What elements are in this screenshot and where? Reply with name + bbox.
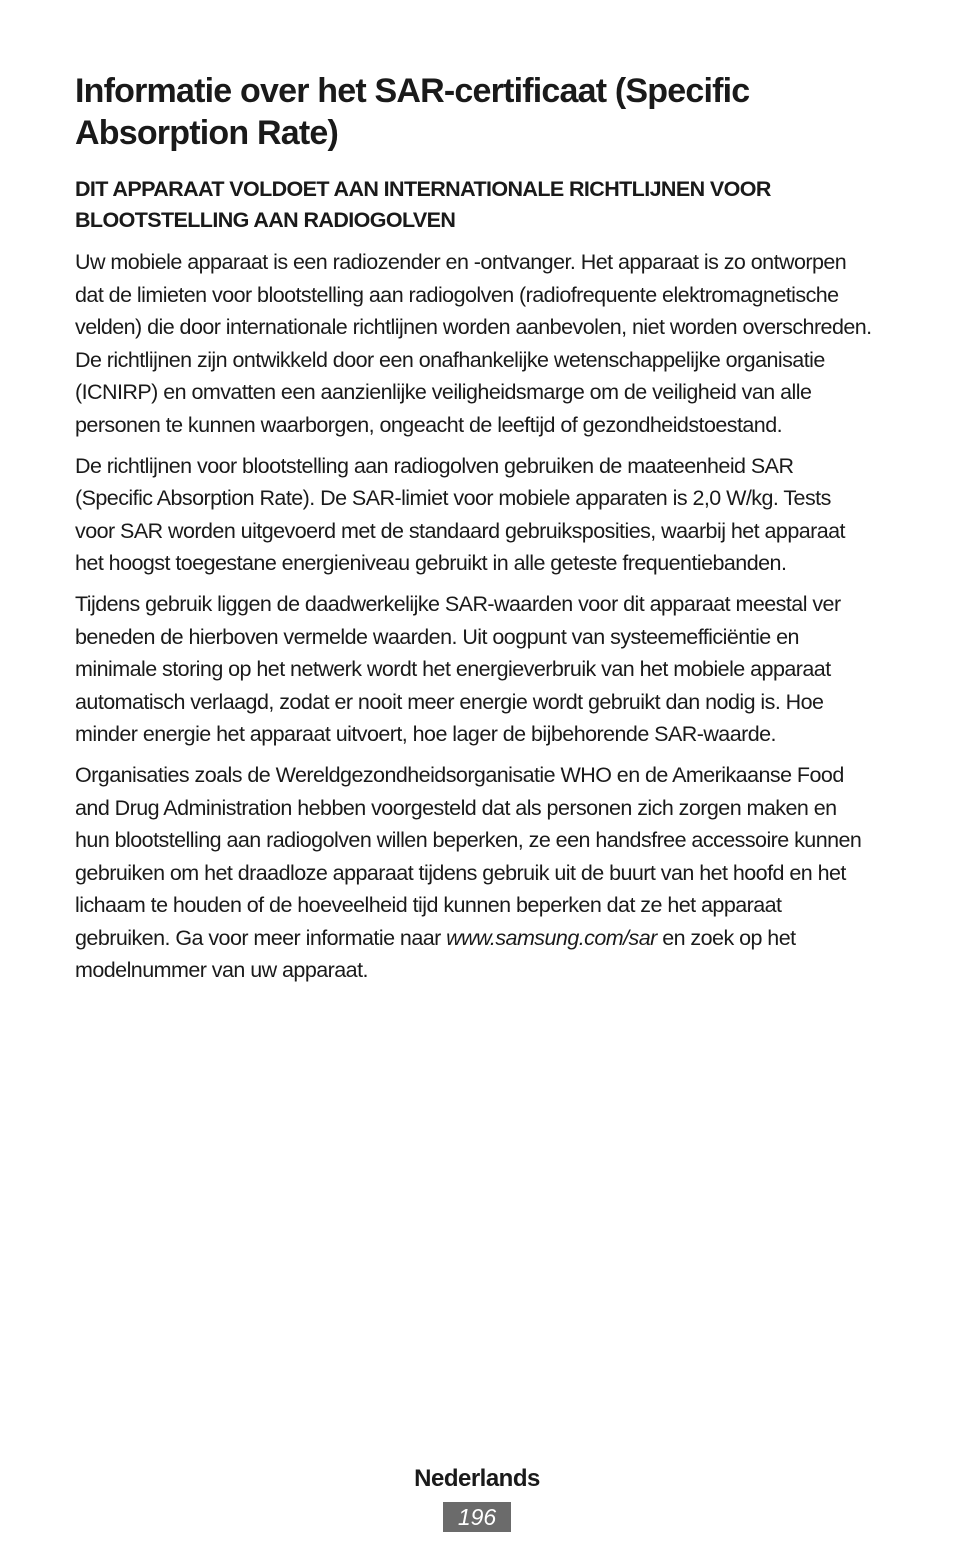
section-heading: DIT APPARAAT VOLDOET AAN INTERNATIONALE RICHTLIJNEN VOOR BLOOTSTELLING AAN RADIOGOLVEN xyxy=(75,177,771,232)
page-footer xyxy=(0,1462,954,1532)
paragraph-1: Uw mobiele apparaat is een radiozender en -ontvanger. Het apparaat is zo ontworpen dat de limieten voor blootstelling aan radiogolven (radiofrequente elektromagnetische velden) die door internationale richtlijnen worden aanbevolen, niet worden overschreden. De richtlijnen zijn ontwikkeld door een onafhankelijke wetenschappelijke organisatie (ICNIRP) en omvatten een aanzienlijke veiligheidsmarge om de veiligheid van alle personen te kunnen waarborgen, ongeacht de leeftijd of gezondheidstoestand. xyxy=(75,250,872,437)
paragraph-2: De richtlijnen voor blootstelling aan radiogolven gebruiken de maateenheid SAR (Specific Absorption Rate). De SAR-limiet voor mobiele apparaten is 2,0 W/kg. Tests voor SAR worden uitgevoerd met de standaard gebruiksposities, waarbij het apparaat het hoogst toegestane energieniveau gebruikt in alle geteste frequentiebanden. xyxy=(75,453,845,576)
paragraph-3: Tijdens gebruik liggen de daadwerkelijke SAR-waarden voor dit apparaat meestal ver beneden de hierboven vermelde waarden. Uit oogpunt van systeemefficiëntie en minimale storing op het netwerk wordt het energieverbruik van het mobiele apparaat automatisch verlaagd, zodat er nooit meer energie wordt gebruikt dan nodig is. Hoe minder energie het apparaat uitvoert, hoe lager de bijbehorende SAR-waarde. xyxy=(75,591,841,747)
document-page xyxy=(75,70,875,995)
paragraph-4-text-before: Organisaties zoals de Wereldgezondheidsorganisatie WHO en de Amerikaanse Food and Drug Administration hebben voorgesteld dat als personen zich zorgen maken en hun blootstelling aan radiogolven willen beperken, ze een handsfree accessoire kunnen gebruiken om het draadloze apparaat tijdens gebruik uit de buurt van het hoofd en het lichaam te houden of de hoeveelheid tijd kunnen beperken dat ze het apparaat gebruiken. Ga voor meer informatie naar xyxy=(75,762,862,950)
samsung-sar-link[interactable]: www.samsung.com/sar xyxy=(446,925,657,950)
paragraph-4-text-after: en zoek op het modelnummer van uw apparaat. xyxy=(75,925,796,983)
page-number-badge: 196 xyxy=(443,1502,511,1532)
footer-language: Nederlands xyxy=(414,1465,540,1492)
page-title: Informatie over het SAR-certificaat (Specific Absorption Rate) xyxy=(75,72,750,152)
paragraph-4 xyxy=(75,759,875,987)
